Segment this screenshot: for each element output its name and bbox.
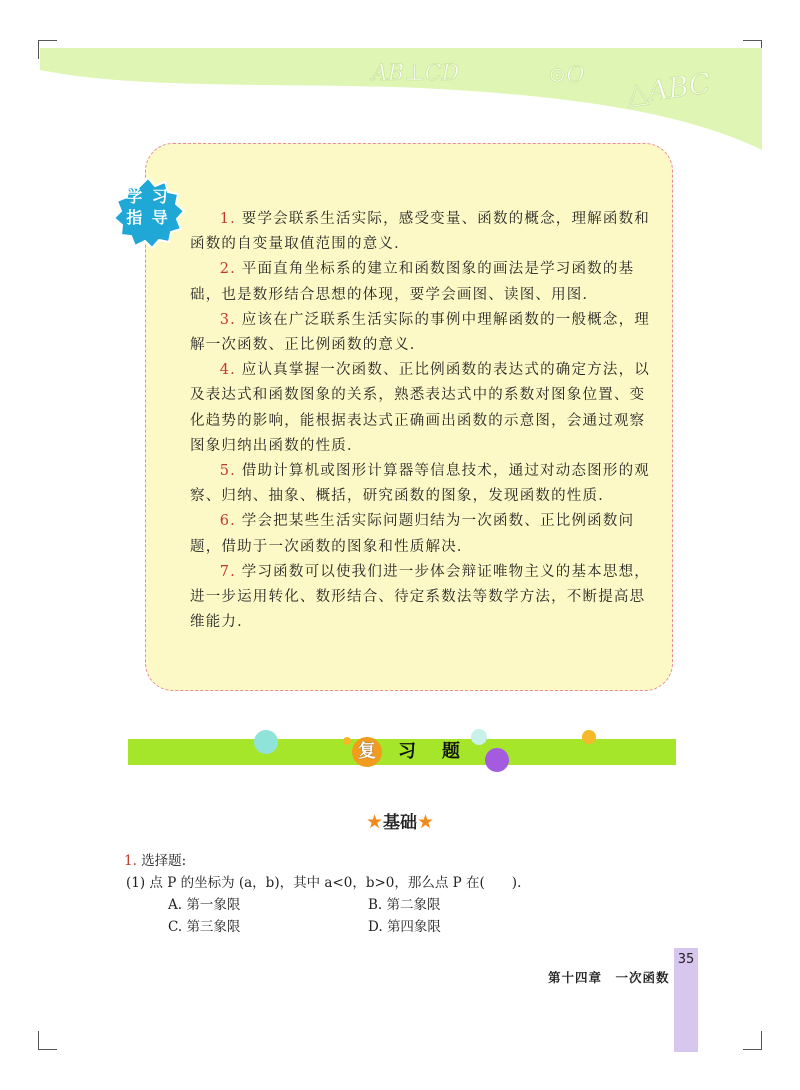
badge-line-1: 学 习: [126, 187, 170, 206]
question-number: 1.: [124, 853, 137, 869]
header-symbol-triangle: △ABC: [624, 66, 713, 111]
guide-item-text: 要学会联系生活实际，感受变量、函数的概念，理解函数和函数的自变量取值范围的意义．: [190, 211, 650, 253]
level-label: 基础: [383, 813, 417, 833]
learning-guide-label: [110, 186, 186, 228]
options-row: [124, 894, 568, 916]
guide-item-text: 平面直角坐标系的建立和函数图象的画法是学习函数的基础，也是数形结合思想的体现，要学会画图、读图、用图．: [190, 261, 635, 303]
guide-item: [190, 207, 660, 257]
header-symbol-perpendicular: AB⊥CD: [372, 61, 460, 86]
guide-item-number: 1.: [219, 211, 236, 227]
guide-item-text: 学会把某些生活实际问题归结为一次函数、正比例函数问题，借助于一次函数的图象和性质解决．: [190, 513, 635, 555]
guide-item-text: 应认真掌握一次函数、正比例函数的表达式的确定方法，以及表达式和函数图象的关系，熟悉表达式中的系数对图象位置、变化趋势的影响，能根据表达式正确画出函数的示意图，会通过观察图象归纳出函数的性质．: [190, 362, 650, 454]
option-c: [168, 916, 368, 938]
review-title-char: 题: [442, 741, 460, 762]
guide-item-text: 借助计算机或图形计算器等信息技术，通过对动态图形的观察、归纳、抽象、概括，研究函数的图象，发现函数的性质．: [190, 463, 650, 505]
question-prompt: (1) 点 P 的坐标为 (a，b)，其中 a<0，b>0，那么点 P 在( ).: [126, 875, 522, 891]
guide-item: [190, 308, 660, 358]
review-title-char: 习: [398, 741, 416, 762]
guide-item-number: 2.: [219, 261, 236, 278]
star-icon: ★: [365, 811, 383, 833]
header-symbol-circle: ⊙O: [548, 63, 585, 88]
chapter-footer: 第十四章 一次函数: [548, 970, 670, 985]
guide-item-number: 3.: [219, 311, 236, 328]
guide-item-text: 应该在广泛联系生活实际的事例中理解函数的一般概念，理解一次函数、正比例函数的意义．: [190, 311, 650, 354]
question-title: 选择题:: [141, 853, 187, 869]
question-1: [124, 850, 568, 938]
option-letter: B.: [368, 897, 383, 913]
option-a: [168, 894, 368, 916]
option-b: [368, 894, 568, 916]
guide-item-number: 5.: [219, 463, 236, 480]
level-heading: [0, 808, 800, 833]
option-letter: D.: [368, 919, 383, 935]
option-d: [368, 916, 568, 938]
option-text: 第二象限: [386, 897, 441, 913]
guide-item: [190, 257, 660, 307]
question-heading: [124, 850, 568, 872]
star-icon: ★: [417, 811, 435, 833]
guide-item: [190, 459, 660, 509]
guide-item-number: 6.: [219, 513, 236, 530]
option-text: 第三象限: [186, 919, 241, 935]
header-band: [0, 0, 800, 160]
guide-item: [190, 358, 660, 459]
guide-item: [190, 560, 660, 636]
badge-line-2: 指 导: [126, 208, 170, 227]
options-row: [124, 916, 568, 938]
guide-item-number: 7.: [219, 563, 236, 580]
guide-item: [190, 509, 660, 559]
page-number: 35: [677, 952, 695, 967]
review-title: [352, 738, 466, 766]
guide-item-text: 学习函数可以使我们进一步体会辩证唯物主义的基本思想，进一步运用转化、数形结合、待定系数法等数学方法，不断提高思维能力．: [190, 563, 650, 631]
review-title-char: 复: [352, 737, 382, 767]
option-letter: A.: [168, 897, 183, 913]
option-text: 第一象限: [186, 897, 241, 913]
guide-list: [190, 207, 660, 635]
crop-mark-bottom-right: [743, 1031, 762, 1050]
guide-item-number: 4.: [219, 362, 236, 379]
crop-mark-bottom-left: [38, 1031, 57, 1050]
option-letter: C.: [168, 919, 183, 935]
option-text: 第四象限: [386, 919, 441, 935]
